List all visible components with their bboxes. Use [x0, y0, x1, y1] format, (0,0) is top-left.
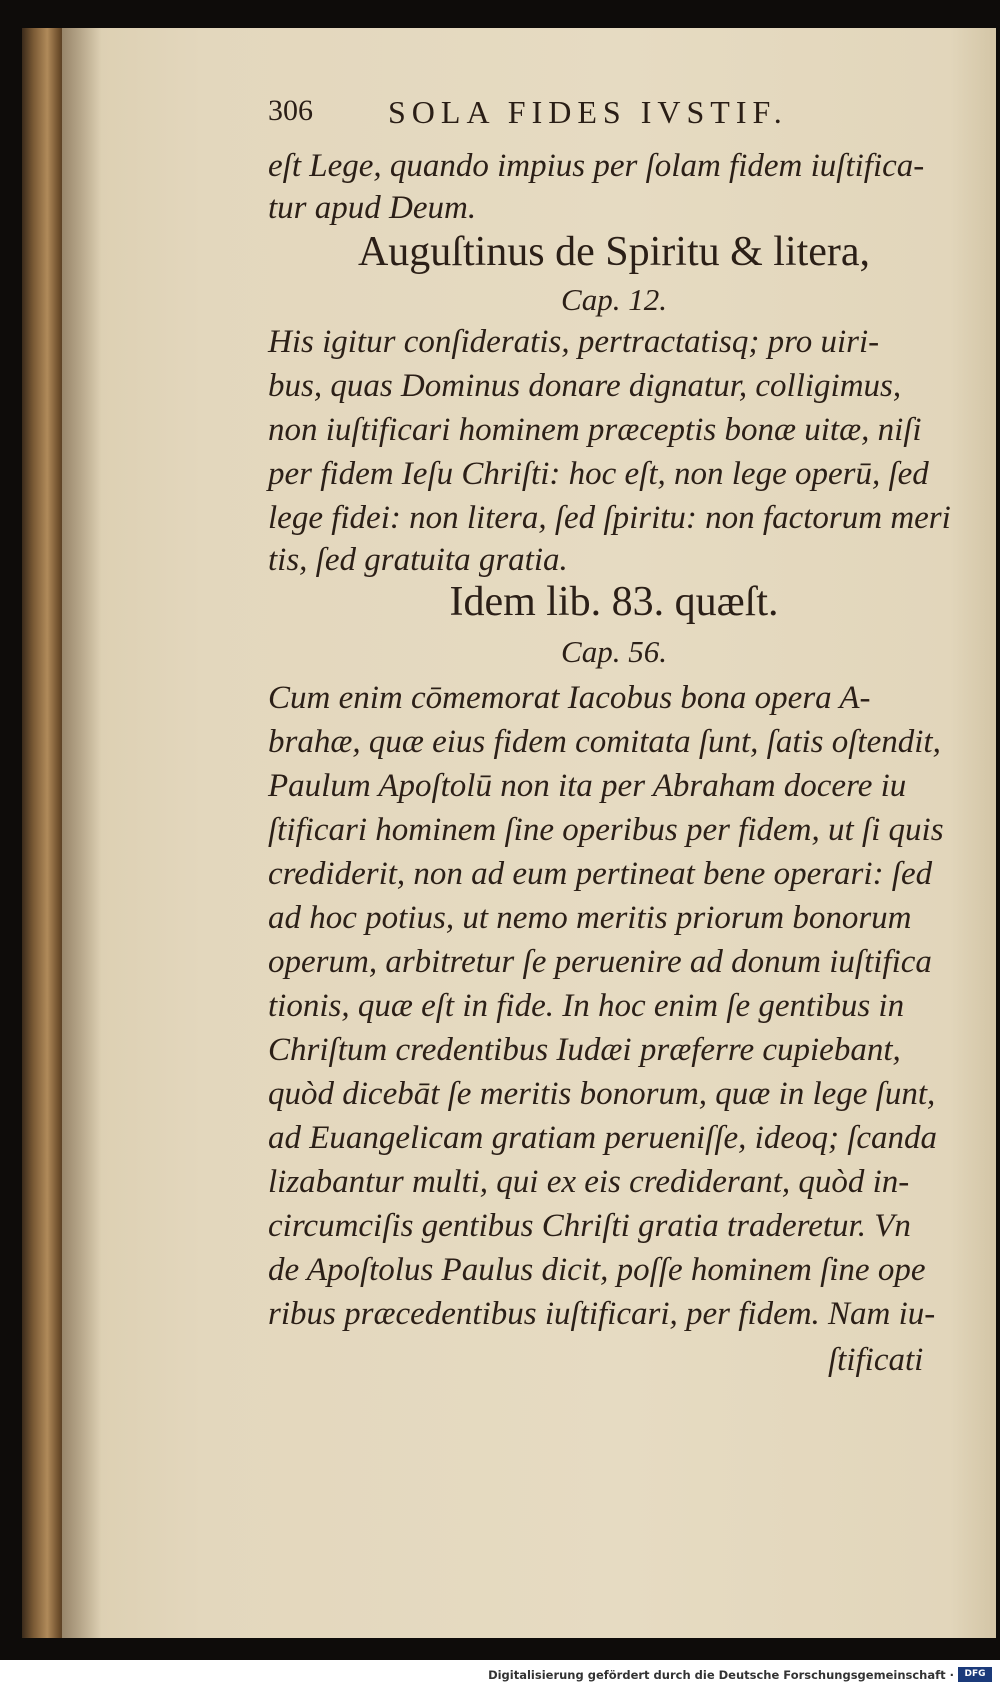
text-line: ribus præcedentibus iuſtificari, per fidem. Nam iu-: [268, 1296, 936, 1332]
section-heading: Auguſtinus de Spiritu & litera,: [357, 229, 871, 275]
text-line: operum, arbitretur ſe peruenire ad donum iuſtifica: [268, 944, 932, 980]
catchword: ſtificati: [828, 1342, 924, 1378]
text-line: ad hoc potius, ut nemo meritis priorum bonorum: [268, 900, 912, 936]
text-line: non iuſtificari hominem præceptis bonæ uitæ, niſi: [268, 412, 922, 448]
text-line: Chriſtum credentibus Iudæi præferre cupiebant,: [268, 1032, 901, 1068]
text-line: de Apoſtolus Paulus dicit, poſſe hominem ſine ope: [268, 1252, 926, 1288]
footer-bar: [0, 1660, 1000, 1690]
text-line: crediderit, non ad eum pertineat bene operari: ſed: [268, 856, 933, 892]
text-line: ad Euangelicam gratiam perueniſſe, ideoq; ſcanda: [268, 1120, 938, 1156]
text-line: His igitur conſideratis, pertractatisq; pro uiri-: [268, 324, 880, 360]
gutter-shadow: [62, 28, 102, 1638]
text-line: eſt Lege, quando impius per ſolam fidem iuſtifica-: [268, 148, 925, 184]
text-line: bus, quas Dominus donare dignatur, colligimus,: [268, 368, 902, 404]
chapter-label: Cap. 56.: [561, 634, 667, 669]
running-title: SOLA FIDES IVSTIF.: [388, 94, 788, 130]
chapter-label: Cap. 12.: [561, 282, 667, 317]
page-number: 306: [268, 94, 313, 127]
text-line: Paulum Apoſtolū non ita per Abraham docere iu: [268, 768, 907, 804]
dfg-logo-icon: DFG: [958, 1667, 992, 1682]
running-header: [268, 94, 848, 144]
text-line: ſtificari hominem ſine operibus per fidem, ut ſi quis: [268, 812, 944, 848]
text-line: tur apud Deum.: [268, 190, 477, 226]
text-line: brahæ, quæ eius fidem comitata ſunt, ſatis oſtendit,: [268, 724, 941, 760]
text-line: circumciſis gentibus Chriſti gratia traderetur. Vn: [268, 1208, 911, 1244]
section-heading: Idem lib. 83. quæſt.: [449, 579, 779, 625]
text-line: lege fidei: non litera, ſed ſpiritu: non factorum meri: [268, 500, 951, 536]
text-line: tionis, quæ eſt in fide. In hoc enim ſe gentibus in: [268, 988, 905, 1024]
funding-credit: Digitalisierung gefördert durch die Deutsche Forschungsgemeinschaft ·: [488, 1668, 954, 1682]
text-line: quòd dicebāt ſe meritis bonorum, quæ in lege ſunt,: [268, 1076, 936, 1112]
text-line: tis, ſed gratuita gratia.: [268, 542, 568, 578]
text-line: per fidem Ieſu Chriſti: hoc eſt, non lege operū, ſed: [268, 456, 929, 492]
text-line: lizabantur multi, qui ex eis crediderant, quòd in-: [268, 1164, 910, 1200]
text-line: Cum enim cōmemorat Iacobus bona opera A-: [268, 680, 871, 716]
